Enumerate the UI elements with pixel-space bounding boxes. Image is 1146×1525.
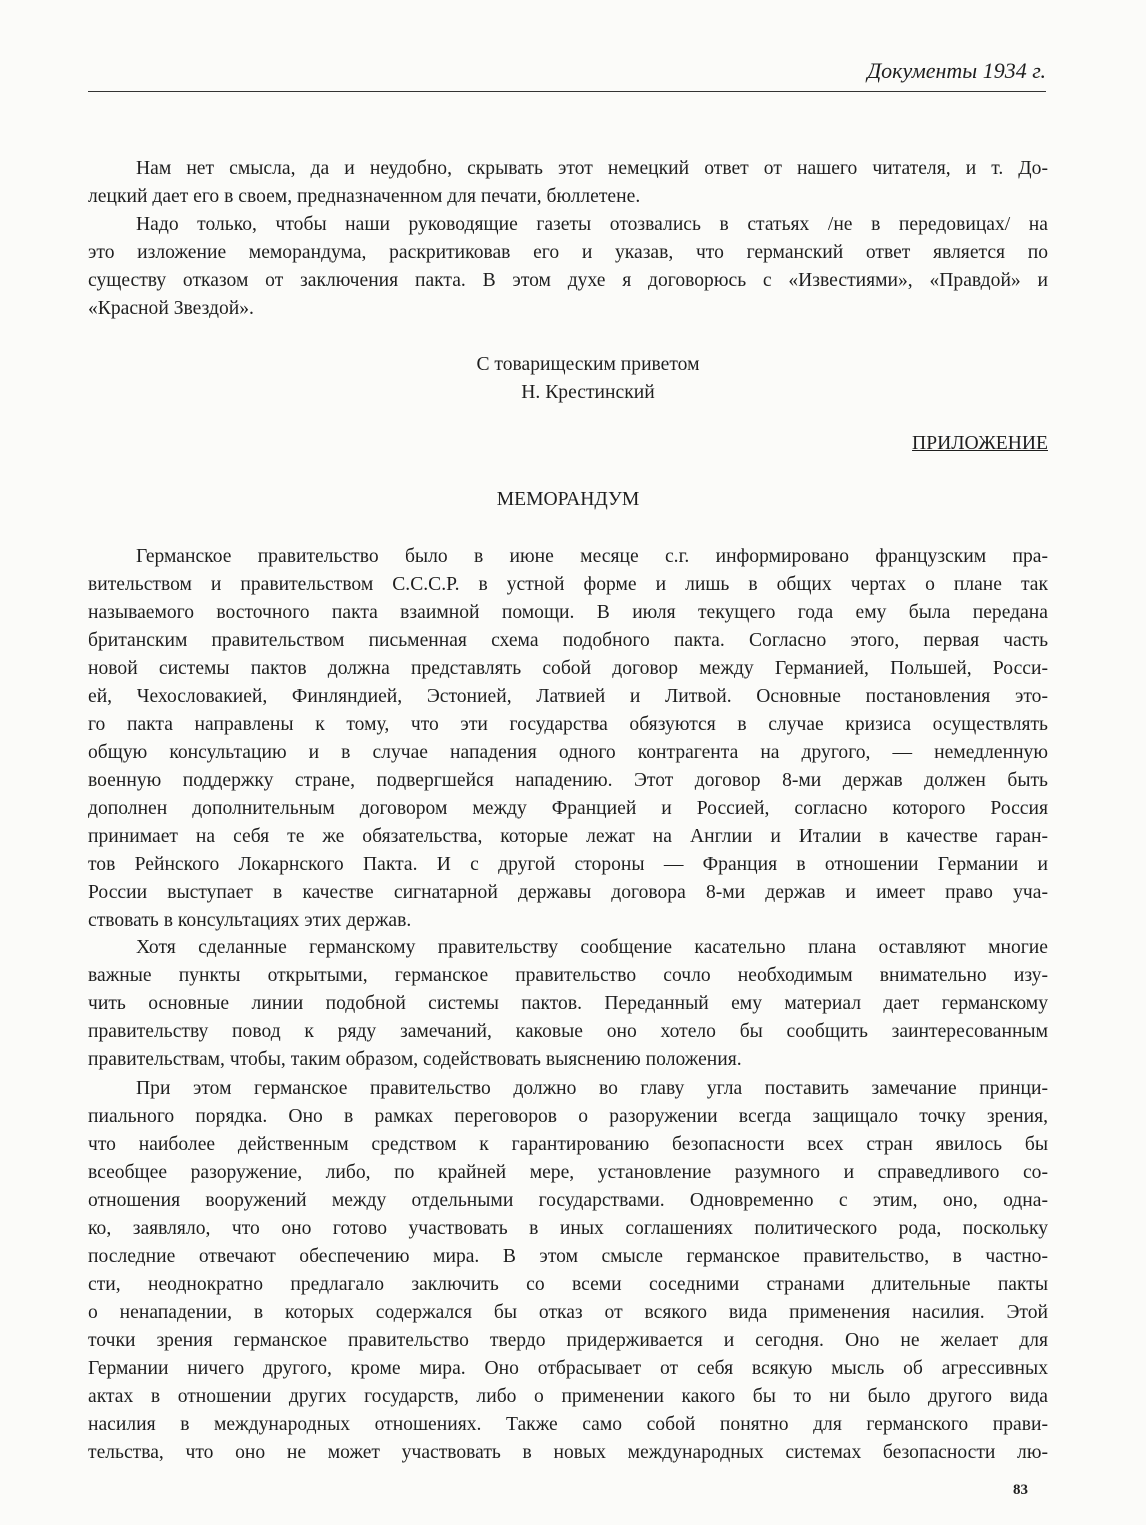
text-line: что наиболее действенным средством к гарантированию безопасности всех стран явилось бы bbox=[88, 1134, 1048, 1155]
text-line: ей, Чехословакией, Финляндией, Эстонией, Латвией и Литвой. Основные постановления это- bbox=[88, 686, 1048, 707]
memo-title-block bbox=[88, 486, 1048, 514]
text-line: Надо только, чтобы наши руководящие газеты отозвались в статьях /не в передовицах/ на bbox=[136, 214, 1048, 235]
text-line: ствовать в консультациях этих держав. bbox=[88, 910, 412, 931]
text-line: Германии ничего другого, кроме мира. Оно отбрасывает от себя всякую мысль об агрессивных bbox=[88, 1358, 1048, 1379]
text-line: Нам нет смысла, да и неудобно, скрывать этот немецкий ответ от нашего читателя, и т. До- bbox=[136, 158, 1048, 179]
text-line: всеобщее разоружение, либо, по крайней мере, установление разумного и справедливого со- bbox=[88, 1162, 1048, 1183]
page-number: 83 bbox=[1013, 1482, 1028, 1498]
memo-paragraph-3 bbox=[88, 1075, 1048, 1467]
text-line: Германское правительство было в июне месяце с.г. информировано французским пра- bbox=[136, 546, 1048, 567]
text-line: чить основные линии подобной системы пактов. Переданный ему материал дает германскому bbox=[88, 993, 1048, 1014]
closing: С товарищеским приветом bbox=[476, 354, 700, 375]
text-line: принимает на себя те же обязательства, которые лежат на Англии и Италии в качестве гаран- bbox=[88, 826, 1048, 847]
text-line: России выступает в качестве сигнатарной державы договора 8-ми держав и имеет право уча- bbox=[88, 882, 1048, 903]
text-line: называемого восточного пакта взаимной помощи. В июля текущего года ему была передана bbox=[88, 602, 1048, 623]
appendix-label: ПРИЛОЖЕНИЕ bbox=[912, 433, 1048, 454]
text-line: дополнен дополнительным договором между Францией и Россией, согласно которого Россия bbox=[88, 798, 1048, 819]
memo-paragraph-2 bbox=[88, 934, 1048, 1074]
text-line: правительствам, чтобы, таким образом, содействовать выяснению положения. bbox=[88, 1049, 742, 1070]
text-line: тов Рейнского Локарнского Пакта. И с другой стороны — Франция в отношении Германии и bbox=[88, 854, 1048, 875]
text-line: отношения вооружений между отдельными государствами. Одновременно с этим, оно, одна- bbox=[88, 1190, 1048, 1211]
text-line: правительству повод к ряду замечаний, каковые оно хотело бы сообщить заинтересованным bbox=[88, 1021, 1048, 1042]
letter-paragraph-1 bbox=[88, 155, 1048, 211]
text-line: тельства, что оно не может участвовать в новых международных системах безопасности лю- bbox=[88, 1442, 1048, 1463]
text-line: военную поддержку стране, подвергшейся нападению. Этот договор 8-ми держав должен быть bbox=[88, 770, 1048, 791]
text-line: вительством и правительством С.С.С.Р. в устной форме и лишь в общих чертах о плане так bbox=[88, 574, 1048, 595]
closing-block bbox=[88, 351, 1048, 407]
text-line: последние отвечают обеспечению мира. В этом смысле германское правительство, в частно- bbox=[88, 1246, 1048, 1267]
text-line: важные пункты открытыми, германское правительство сочло необходимым внимательно изу- bbox=[88, 965, 1048, 986]
text-line: актах в отношении других государств, либо о применении какого бы то ни было другого вида bbox=[88, 1386, 1048, 1407]
text-line: насилия в международных отношениях. Также само собой понятно для германского прави- bbox=[88, 1414, 1048, 1435]
memo-title: МЕМОРАНДУМ bbox=[496, 489, 640, 510]
text-line: общую консультацию и в случае нападения одного контрагента на другого, — немедленную bbox=[88, 742, 1048, 763]
letter-paragraph-2 bbox=[88, 211, 1048, 323]
text-line: лецкий дает его в своем, предназначенном для печати, бюллетене. bbox=[88, 186, 641, 207]
running-head: Документы 1934 г. bbox=[867, 58, 1046, 83]
text-line: Хотя сделанные германскому правительству сообщение касательно плана оставляют многие bbox=[136, 937, 1048, 958]
text-line: это изложение меморандума, раскритиковав его и указав, что германский ответ является по bbox=[88, 242, 1048, 263]
text-line: британским правительством письменная схема подобного пакта. Согласно этого, первая часть bbox=[88, 630, 1048, 651]
signature: Н. Крестинский bbox=[521, 382, 655, 403]
text-line: го пакта направлены к тому, что эти государства обязуются в случае кризиса осуществлять bbox=[88, 714, 1048, 735]
text-line: «Красной Звездой». bbox=[88, 298, 254, 319]
text-line: пиального порядка. Оно в рамках переговоров о разоружении всегда защищало точку зрения, bbox=[88, 1106, 1048, 1127]
appendix-block bbox=[88, 430, 1048, 458]
text-line: ко, заявляло, что оно готово участвовать в иных соглашениях политического рода, поскольку bbox=[88, 1218, 1048, 1239]
text-line: новой системы пактов должна представлять собой договор между Германией, Польшей, Росси- bbox=[88, 658, 1048, 679]
text-line: о ненападении, в которых содержался бы отказ от всякого вида применения насилия. Этой bbox=[88, 1302, 1048, 1323]
text-line: точки зрения германское правительство твердо придерживается и сегодня. Оно не желает для bbox=[88, 1330, 1048, 1351]
header-rule bbox=[88, 91, 1046, 92]
text-line: При этом германское правительство должно во главу угла поставить замечание принци- bbox=[136, 1078, 1048, 1099]
text-line: существу отказом от заключения пакта. В этом духе я договорюсь с «Известиями», «Правдой» и bbox=[88, 270, 1048, 291]
memo-paragraph-1 bbox=[88, 543, 1048, 935]
text-line: сти, неоднократно предлагало заключить со всеми соседними странами длительные пакты bbox=[88, 1274, 1048, 1295]
